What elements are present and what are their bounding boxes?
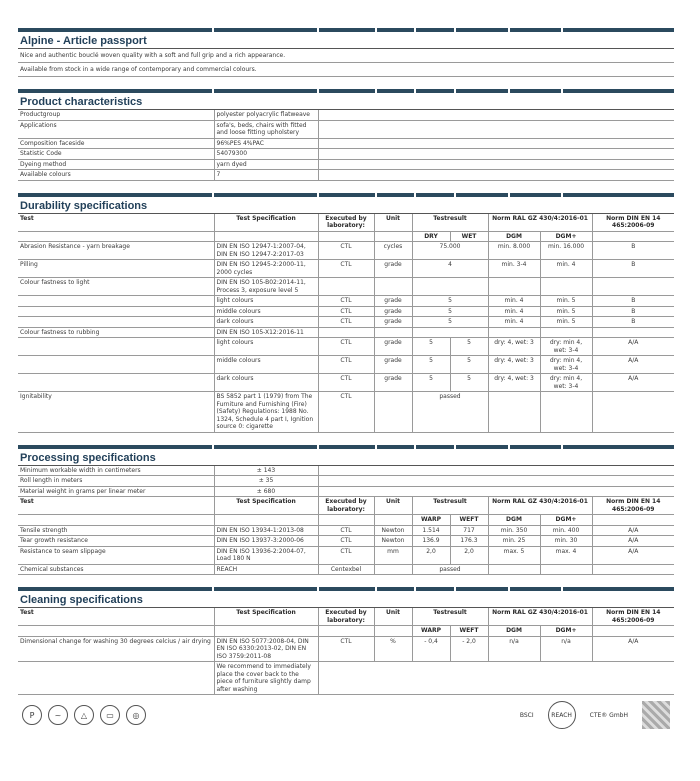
- intro-line-1: Nice and authentic bouclé woven quality with a soft and full grip and a rich appearance.: [18, 49, 674, 63]
- test-unit: grade: [374, 374, 412, 392]
- table-row: [18, 242, 674, 260]
- product-value: 7: [214, 170, 318, 181]
- test-unit: [374, 392, 412, 433]
- test-spec: middle colours: [214, 306, 318, 317]
- meta-label: Material weight in grams per linear meter: [18, 486, 214, 497]
- product-title: Product characteristics: [18, 93, 674, 110]
- product-value: 96%PES 4%PAC: [214, 138, 318, 149]
- col-norm-din: Norm DIN EN 14 465:2006-09: [592, 497, 674, 515]
- test-dgm: min. 8.000: [488, 242, 540, 260]
- processing-title: Processing specifications: [18, 449, 674, 466]
- test-name: Tensile strength: [18, 525, 214, 536]
- test-unit: grade: [374, 317, 412, 328]
- col-spec: Test Specification: [214, 608, 318, 626]
- intro-line-2: Available from stock in a wide range of contemporary and commercial colours.: [18, 63, 674, 77]
- table-row: [18, 476, 674, 487]
- test-dgm: min. 4: [488, 296, 540, 307]
- test-name: Chemical substances: [18, 564, 214, 575]
- test-dgm-plus: min. 400: [540, 525, 592, 536]
- test-unit: %: [374, 636, 412, 662]
- test-lab: CTL: [318, 317, 374, 328]
- test-spec: DIN EN ISO 13937-3:2000-06: [214, 536, 318, 547]
- empty-cell: [318, 626, 374, 637]
- test-dgm-plus: [540, 327, 592, 338]
- table-row: [18, 564, 674, 575]
- test-unit: grade: [374, 338, 412, 356]
- col-unit: Unit: [374, 497, 412, 515]
- test-spec: DIN EN ISO 13934-1:2013-08: [214, 525, 318, 536]
- iron-icon: ▭: [100, 705, 120, 725]
- col-test: Test: [18, 497, 214, 515]
- test-result: 5: [412, 317, 488, 328]
- test-spec: light colours: [214, 338, 318, 356]
- test-name: Colour fastness to light: [18, 278, 214, 296]
- table-row: [18, 636, 674, 662]
- test-dgm: n/a: [488, 636, 540, 662]
- test-result: passed: [412, 392, 488, 433]
- empty-cell: [18, 626, 214, 637]
- test-din: [592, 327, 674, 338]
- test-spec: middle colours: [214, 356, 318, 374]
- test-name: Tear growth resistance: [18, 536, 214, 547]
- test-name: [18, 356, 214, 374]
- durability-title: Durability specifications: [18, 197, 674, 214]
- test-dgm-plus: min. 5: [540, 306, 592, 317]
- table-row: [18, 138, 674, 149]
- col-result: Testresult: [412, 608, 488, 626]
- empty-cell: [374, 515, 412, 526]
- section-bar: [18, 28, 674, 32]
- product-value: yarn dyed: [214, 159, 318, 170]
- bsci-logo: BSCI: [519, 711, 534, 719]
- col-warp: WARP: [412, 515, 450, 526]
- test-din: A/A: [592, 546, 674, 564]
- col-weft: WEFT: [450, 515, 488, 526]
- product-label: Productgroup: [18, 110, 214, 120]
- test-dgm: min. 25: [488, 536, 540, 547]
- test-unit: cycles: [374, 242, 412, 260]
- col-test: Test: [18, 608, 214, 626]
- empty-cell: [214, 515, 318, 526]
- certification-logos: [516, 695, 674, 735]
- empty-cell: [318, 159, 674, 170]
- empty-cell: [318, 120, 674, 138]
- product-label: Statistic Code: [18, 149, 214, 160]
- col-dgm-plus: DGM+: [540, 626, 592, 637]
- product-value: 54079300: [214, 149, 318, 160]
- empty-cell: [592, 626, 674, 637]
- test-dry: 5: [412, 356, 450, 374]
- product-value: polyester polyacrylic flatweave: [214, 110, 318, 120]
- test-lab: CTL: [318, 242, 374, 260]
- test-dgm-plus: min. 4: [540, 260, 592, 278]
- test-dgm: [488, 392, 540, 433]
- test-dgm: max. 5: [488, 546, 540, 564]
- product-label: Dyeing method: [18, 159, 214, 170]
- durability-table: [18, 214, 674, 433]
- empty-cell: [214, 626, 318, 637]
- test-dgm: min. 4: [488, 306, 540, 317]
- empty-cell: [318, 515, 374, 526]
- col-warp: WARP: [412, 626, 450, 637]
- table-row: [18, 466, 674, 476]
- empty-cell: [318, 138, 674, 149]
- test-dgm: [488, 327, 540, 338]
- care-symbols: [18, 699, 150, 731]
- test-din: A/A: [592, 536, 674, 547]
- table-row: [18, 120, 674, 138]
- test-unit: mm: [374, 546, 412, 564]
- empty-cell: [318, 466, 674, 476]
- test-din: B: [592, 242, 674, 260]
- table-row: [18, 306, 674, 317]
- test-unit: Newton: [374, 525, 412, 536]
- test-name: [18, 306, 214, 317]
- table-row: [18, 392, 674, 433]
- test-weft: 2,0: [450, 546, 488, 564]
- certification-stamp-icon: [642, 701, 670, 729]
- empty-cell: [318, 476, 674, 487]
- test-dgm: dry: 4, wet: 3: [488, 374, 540, 392]
- table-row: [18, 327, 674, 338]
- table-row: [18, 149, 674, 160]
- test-din: B: [592, 260, 674, 278]
- test-lab: [318, 327, 374, 338]
- test-lab: [318, 278, 374, 296]
- table-row: [18, 356, 674, 374]
- table-row: [18, 159, 674, 170]
- test-spec: DIN EN ISO 12945-2:2000-11, 2000 cycles: [214, 260, 318, 278]
- test-dgm: [488, 564, 540, 575]
- test-wet: 5: [450, 338, 488, 356]
- test-unit: grade: [374, 296, 412, 307]
- test-lab: CTL: [318, 338, 374, 356]
- reach-logo: REACH: [548, 701, 576, 729]
- empty-cell: [318, 110, 674, 120]
- test-dgm: dry: 4, wet: 3: [488, 356, 540, 374]
- col-test: Test: [18, 214, 214, 232]
- test-unit: [374, 564, 412, 575]
- test-dgm-plus: dry: min 4, wet: 3-4: [540, 374, 592, 392]
- test-result: 5: [412, 306, 488, 317]
- test-name: [18, 374, 214, 392]
- test-dgm: min. 350: [488, 525, 540, 536]
- passport-title: Alpine - Article passport: [18, 32, 674, 49]
- test-dgm: min. 4: [488, 317, 540, 328]
- col-result: Testresult: [412, 497, 488, 515]
- product-value: sofa's, beds, chairs with fitted and loose fitting upholstery: [214, 120, 318, 138]
- test-wet: 5: [450, 356, 488, 374]
- col-spec: Test Specification: [214, 214, 318, 232]
- test-din: A/A: [592, 374, 674, 392]
- tumble-dry-icon: ◎: [126, 705, 146, 725]
- table-row: [18, 486, 674, 497]
- table-row: [18, 546, 674, 564]
- meta-value: ± 680: [214, 486, 318, 497]
- col-unit: Unit: [374, 214, 412, 232]
- test-dgm-plus: [540, 564, 592, 575]
- table-row: [18, 170, 674, 181]
- test-spec: REACH: [214, 564, 318, 575]
- test-din: B: [592, 306, 674, 317]
- test-din: A/A: [592, 525, 674, 536]
- test-lab: CTL: [318, 260, 374, 278]
- test-din: B: [592, 317, 674, 328]
- test-dry: 5: [412, 338, 450, 356]
- test-din: [592, 564, 674, 575]
- test-unit: grade: [374, 356, 412, 374]
- test-warp: 2,0: [412, 546, 450, 564]
- test-spec: DIN EN ISO 105-B02:2014-11, Process 3, exposure level 5: [214, 278, 318, 296]
- empty-cell: [318, 170, 674, 181]
- test-unit: grade: [374, 306, 412, 317]
- product-label: Available colours: [18, 170, 214, 181]
- meta-value: ± 143: [214, 466, 318, 476]
- test-lab: CTL: [318, 546, 374, 564]
- col-dgm-plus: DGM+: [540, 515, 592, 526]
- test-dry: 5: [412, 374, 450, 392]
- test-unit: [374, 327, 412, 338]
- product-table: [18, 110, 674, 181]
- col-lab: Executed by laboratory:: [318, 497, 374, 515]
- col-dgm: DGM: [488, 231, 540, 242]
- test-din: A/A: [592, 636, 674, 662]
- test-spec: DIN EN ISO 13936-2:2004-07, Load 180 N: [214, 546, 318, 564]
- test-din: [592, 392, 674, 433]
- table-row: [18, 110, 674, 120]
- test-dgm: dry: 4, wet: 3: [488, 338, 540, 356]
- test-lab: CTL: [318, 536, 374, 547]
- bleach-icon: △: [74, 705, 94, 725]
- empty-cell: [318, 149, 674, 160]
- test-din: A/A: [592, 338, 674, 356]
- empty-cell: [318, 486, 674, 497]
- test-lab: CTL: [318, 525, 374, 536]
- processing-table: [18, 466, 674, 576]
- test-name: [18, 338, 214, 356]
- article-passport-page: [18, 28, 674, 735]
- test-result: [412, 278, 488, 296]
- test-spec: DIN EN ISO 105-X12:2016-11: [214, 327, 318, 338]
- product-label: Composition faceside: [18, 138, 214, 149]
- professional-cleaning-icon: P: [22, 705, 42, 725]
- test-lab: CTL: [318, 392, 374, 433]
- test-din: A/A: [592, 356, 674, 374]
- col-lab: Executed by laboratory:: [318, 214, 374, 232]
- test-spec: BS 5852 part 1 (1979) from The Furniture and Furnishing (Fire) (Safety) Regulations: 1988 No. 1324, Schedule 4 part I, Ignition source 0: cigarette: [214, 392, 318, 433]
- test-dgm: [488, 278, 540, 296]
- col-lab: Executed by laboratory:: [318, 608, 374, 626]
- test-dgm-plus: min. 5: [540, 296, 592, 307]
- meta-label: Minimum workable width in centimeters: [18, 466, 214, 476]
- empty-cell: [18, 662, 214, 695]
- test-dgm-plus: n/a: [540, 636, 592, 662]
- test-dgm-plus: max. 4: [540, 546, 592, 564]
- test-dgm-plus: min. 5: [540, 317, 592, 328]
- test-dgm: min. 3-4: [488, 260, 540, 278]
- col-norm-ral: Norm RAL GZ 430/4:2016-01: [488, 608, 592, 626]
- test-lab: CTL: [318, 374, 374, 392]
- test-result: 5: [412, 296, 488, 307]
- col-result: Testresult: [412, 214, 488, 232]
- washing-icon: ~: [48, 705, 68, 725]
- test-result: 4: [412, 260, 488, 278]
- test-dgm-plus: min. 30: [540, 536, 592, 547]
- test-name: Dimensional change for washing 30 degrees celcius / air drying: [18, 636, 214, 662]
- test-dgm-plus: dry: min 4, wet: 3-4: [540, 338, 592, 356]
- test-name: Colour fastness to rubbing: [18, 327, 214, 338]
- test-unit: Newton: [374, 536, 412, 547]
- test-unit: grade: [374, 260, 412, 278]
- table-row: [18, 662, 674, 695]
- care-note: We recommend to immediately place the cover back to the piece of furniture slightly damp after washing: [214, 662, 318, 695]
- cleaning-title: Cleaning specifications: [18, 591, 674, 608]
- meta-value: ± 35: [214, 476, 318, 487]
- col-unit: Unit: [374, 608, 412, 626]
- table-row: [18, 374, 674, 392]
- table-row: [18, 296, 674, 307]
- table-row: [18, 536, 674, 547]
- table-row: [18, 260, 674, 278]
- test-name: Abrasion Resistance - yarn breakage: [18, 242, 214, 260]
- col-spec: Test Specification: [214, 497, 318, 515]
- test-name: Ignitability: [18, 392, 214, 433]
- test-weft: 176.3: [450, 536, 488, 547]
- col-norm-din: Norm DIN EN 14 465:2006-09: [592, 214, 674, 232]
- col-dgm: DGM: [488, 626, 540, 637]
- test-name: [18, 296, 214, 307]
- test-spec: dark colours: [214, 374, 318, 392]
- test-name: [18, 317, 214, 328]
- test-dgm-plus: [540, 392, 592, 433]
- test-weft: - 2,0: [450, 636, 488, 662]
- test-wet: 5: [450, 374, 488, 392]
- empty-cell: [592, 515, 674, 526]
- test-result: [412, 327, 488, 338]
- test-lab: CTL: [318, 296, 374, 307]
- empty-cell: [374, 626, 412, 637]
- test-spec: dark colours: [214, 317, 318, 328]
- table-row: [18, 525, 674, 536]
- meta-label: Roll length in meters: [18, 476, 214, 487]
- test-name: Resistance to seam slippage: [18, 546, 214, 564]
- col-norm-ral: Norm RAL GZ 430/4:2016-01: [488, 497, 592, 515]
- table-row: [18, 338, 674, 356]
- table-row: [18, 278, 674, 296]
- col-weft: WEFT: [450, 626, 488, 637]
- test-warp: 136.9: [412, 536, 450, 547]
- col-norm-ral: Norm RAL GZ 430/4:2016-01: [488, 214, 592, 232]
- test-din: B: [592, 296, 674, 307]
- col-norm-din: Norm DIN EN 14 465:2006-09: [592, 608, 674, 626]
- test-lab: CTL: [318, 306, 374, 317]
- test-dgm-plus: dry: min 4, wet: 3-4: [540, 356, 592, 374]
- test-unit: [374, 278, 412, 296]
- test-spec: DIN EN ISO 12947-1:2007-04, DIN EN ISO 12947-2:2017-03: [214, 242, 318, 260]
- col-dgm: DGM: [488, 515, 540, 526]
- table-row: [18, 317, 674, 328]
- test-lab: CTL: [318, 356, 374, 374]
- test-spec: DIN EN ISO 5077:2008-04, DIN EN ISO 6330:2013-02, DIN EN ISO 3759:2011-08: [214, 636, 318, 662]
- test-dgm-plus: [540, 278, 592, 296]
- test-spec: light colours: [214, 296, 318, 307]
- col-dry: DRY: [412, 231, 450, 242]
- test-dgm-plus: min. 16.000: [540, 242, 592, 260]
- test-din: [592, 278, 674, 296]
- col-dgm-plus: DGM+: [540, 231, 592, 242]
- empty-cell: [18, 515, 214, 526]
- cleaning-table: [18, 608, 674, 695]
- test-warp: - 0,4: [412, 636, 450, 662]
- test-result: 75.000: [412, 242, 488, 260]
- test-lab: Centexbel: [318, 564, 374, 575]
- test-name: Pilling: [18, 260, 214, 278]
- empty-cell: [318, 662, 674, 695]
- test-lab: CTL: [318, 636, 374, 662]
- cte-logo: CTE® GmbH: [589, 711, 628, 719]
- test-weft: 717: [450, 525, 488, 536]
- product-label: Applications: [18, 120, 214, 138]
- test-result: passed: [412, 564, 488, 575]
- col-wet: WET: [450, 231, 488, 242]
- test-warp: 1.514: [412, 525, 450, 536]
